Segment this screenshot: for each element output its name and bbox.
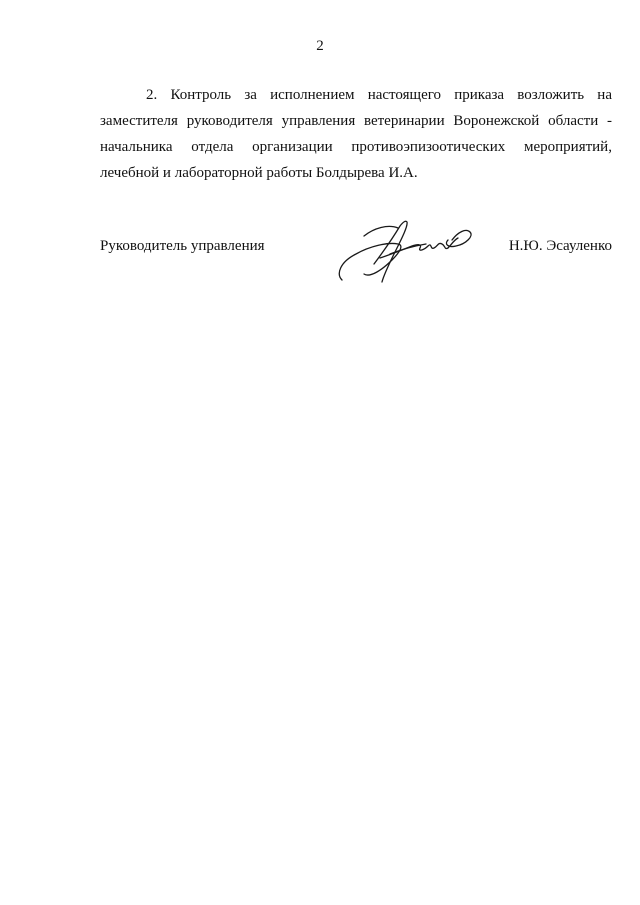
word: и — [162, 165, 171, 181]
word: начальника — [100, 139, 173, 155]
word: ветеринарии — [363, 113, 445, 129]
word: управления — [281, 113, 356, 129]
word: Болдырева — [315, 165, 385, 181]
signatory-position: Руководитель управления — [100, 238, 265, 254]
word: области — [548, 113, 599, 129]
word: - — [606, 113, 612, 129]
word: на — [597, 87, 612, 103]
word: работы — [266, 165, 313, 181]
word: за — [244, 87, 257, 103]
word: мероприятий, — [524, 139, 612, 155]
order-paragraph-2 — [100, 82, 612, 186]
word: противоэпизоотических — [351, 139, 506, 155]
paragraph-line-3 — [100, 134, 612, 160]
paragraph-line-4 — [100, 160, 612, 186]
word: заместителя — [100, 113, 178, 129]
word: организации — [252, 139, 333, 155]
signatory-name: Н.Ю. Эсауленко — [508, 238, 612, 254]
page-number: 2 — [316, 38, 324, 54]
word: исполнением — [270, 87, 355, 103]
paragraph-line-2 — [100, 108, 612, 134]
word: Воронежской — [453, 113, 540, 129]
word: отдела — [191, 139, 234, 155]
word: И.А. — [388, 165, 418, 181]
word: настоящего — [367, 87, 442, 103]
word: руководителя — [186, 113, 273, 129]
word: возложить — [517, 87, 585, 103]
word: лечебной — [100, 165, 160, 181]
word: приказа — [454, 87, 505, 103]
word: Контроль — [170, 87, 232, 103]
handwritten-signature — [334, 214, 476, 290]
paragraph-line-1 — [100, 82, 612, 108]
word: 2. — [146, 87, 158, 103]
word: лабораторной — [174, 165, 263, 181]
